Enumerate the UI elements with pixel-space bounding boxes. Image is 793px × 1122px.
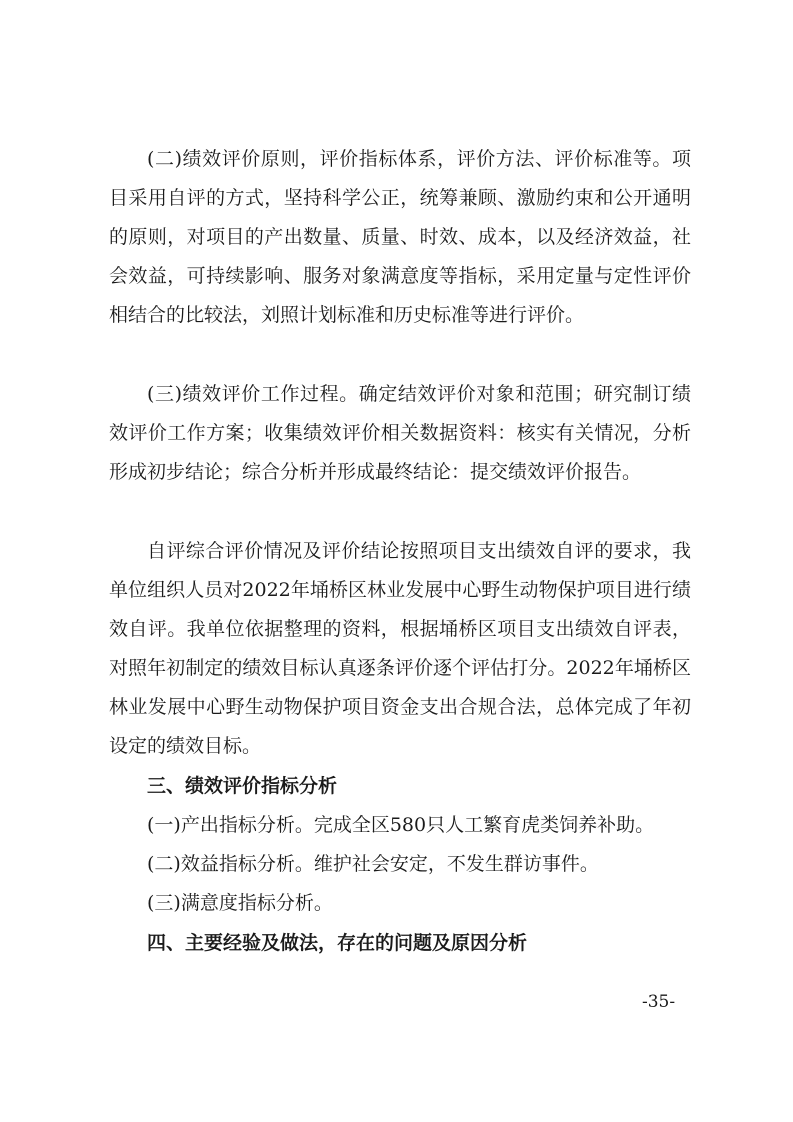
paragraph-output-indicator: (一)产出指标分析。完成全区580只人工繁育虎类饲养补助。 (147, 814, 655, 836)
paragraph-evaluation-principles: (二)绩效评价原则，评价指标体系，评价方法、评价标准等。项目采用自评的方式，坚持科学公正，统筹兼顾、激励约束和公开通明的原则，对项目的产出数量、质量、时效、成本，以及经济效益，社会效益，可持续影响、服务对象满意度等指标，采用定量与定性评价相结合的比较法，刘照计划标准和历史标准等进行评价。 (109, 148, 691, 326)
paragraph-evaluation-process: (三)绩效评价工作过程。确定结效评价对象和范围；研究制订绩效评价工作方案；收集绩效评价相关数据资料：核实有关情况，分析形成初步结论；综合分析并形成最终结论：提交绩效评价报告。 (109, 383, 691, 483)
paragraph-benefit-indicator: (二)效益指标分析。维护社会安定，不发生群访事件。 (147, 853, 599, 875)
page-number: -35- (642, 992, 676, 1012)
paragraph-self-evaluation-conclusion: 自评综合评价情况及评价结论按照项目支出绩效自评的要求，我单位组织人员对2022年埇桥区林业发展中心野生动物保护项目进行绩效自评。我单位依据整理的资料，根据埇桥区项目支出绩效自评表，对照年初制定的绩效目标认真逐条评价逐个评估打分。2022年埇桥区林业发展中心野生动物保护项目资金支出合规合法，总体完成了年初设定的绩效目标。 (109, 540, 691, 757)
paragraph-satisfaction-indicator: (三)满意度指标分析。 (147, 892, 333, 914)
section-heading-experience-problems: 四、主要经验及做法，存在的问题及原因分析 (147, 932, 528, 954)
section-heading-indicator-analysis: 三、绩效评价指标分析 (147, 775, 338, 797)
